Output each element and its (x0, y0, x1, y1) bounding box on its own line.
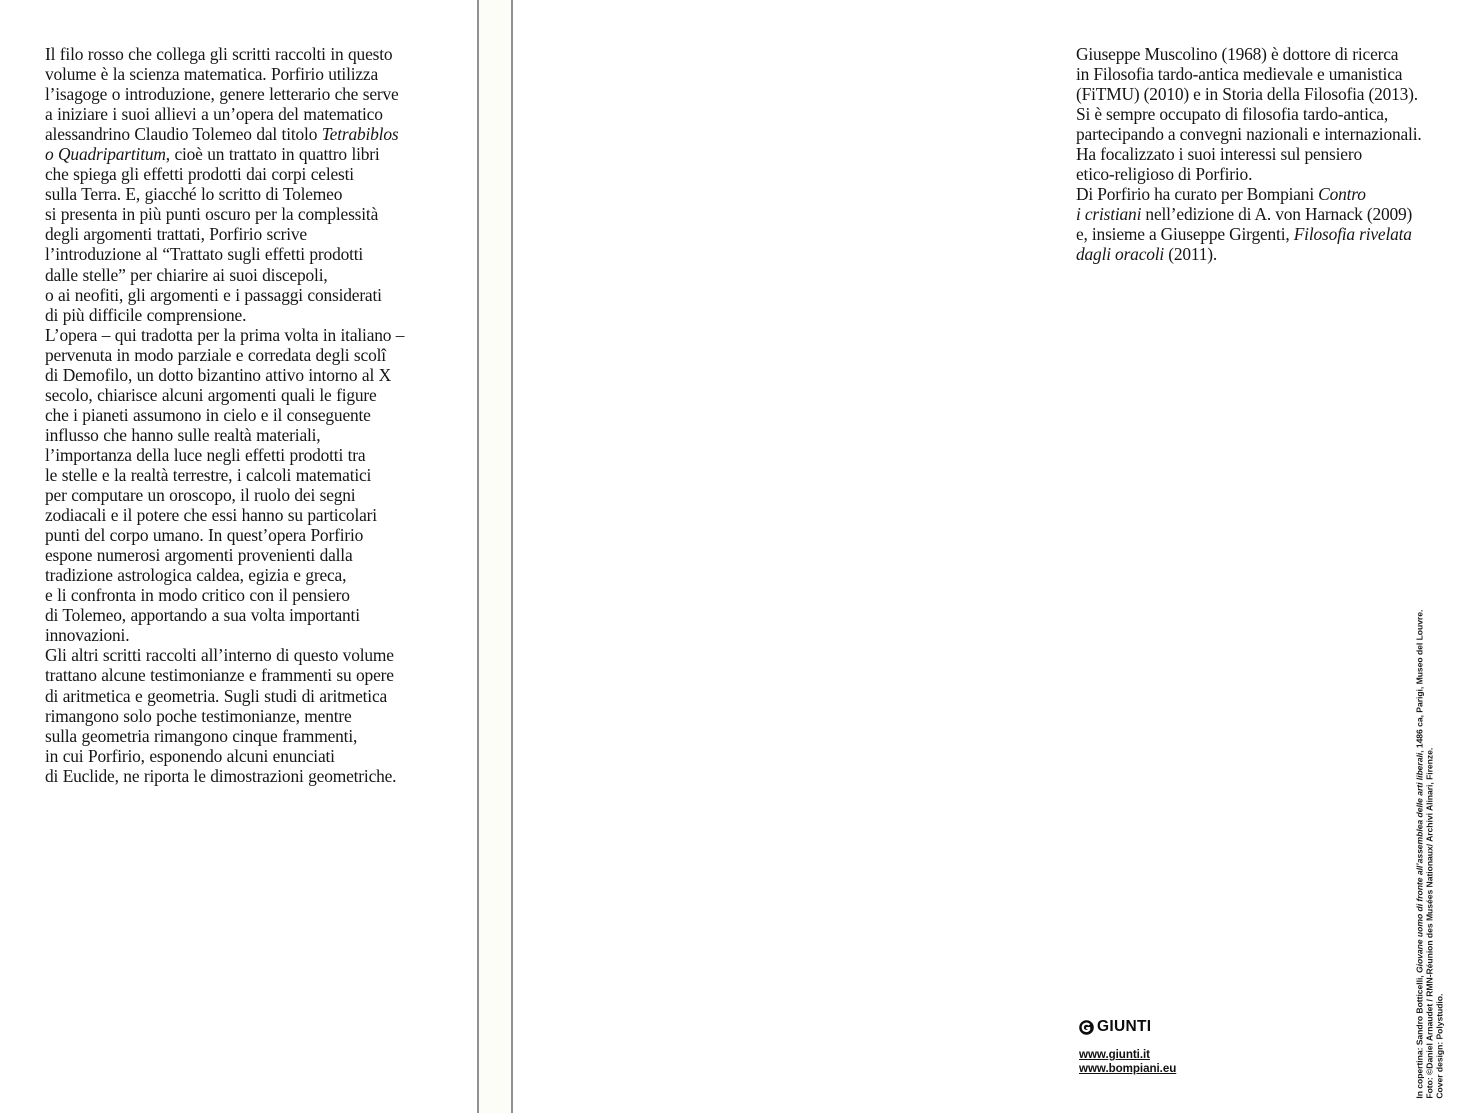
text-run: l’importanza della luce negli effetti prodotti tra (45, 444, 366, 465)
text-run: l’introduzione al “Trattato sugli effetti prodotti (45, 244, 364, 265)
text-line (1414, 539, 1424, 1099)
spine-strip (477, 0, 513, 1113)
text-line (45, 706, 437, 726)
text-line (45, 425, 437, 445)
text-line (45, 766, 437, 786)
text-line (45, 164, 437, 184)
text-line (1076, 144, 1476, 164)
text-line (1076, 224, 1476, 244)
text-run: o ai neofiti, gli argomenti e i passaggi considerati (45, 284, 382, 305)
text-line (45, 485, 437, 505)
text-run: (2011). (1164, 244, 1218, 265)
text-run: di Tolemeo, apportando a sua volta importanti (45, 605, 360, 626)
text-line (1435, 539, 1445, 1099)
text-line (45, 144, 437, 164)
italic-run: Filosofia rivelata (1293, 224, 1412, 245)
text-line (45, 265, 437, 285)
text-run: influsso che hanno sulle realtà materiali, (45, 424, 321, 445)
text-line (45, 525, 437, 545)
text-run: dalle stelle” per chiarire ai suoi discepoli, (45, 264, 328, 285)
italic-run: Giovane uomo di fronte all’assemblea delle arti liberali (1414, 753, 1425, 974)
text-run: Foto: ©Daniel Arnaudet / RMN-Réunion des Musées Nationaux/ Archivi Alinari, Firenze. (1424, 748, 1435, 1099)
text-line (45, 325, 437, 345)
text-run: tradizione astrologica caldea, egizia e greca, (45, 565, 347, 586)
text-run: che i pianeti assumono in cielo e il conseguente (45, 404, 371, 425)
text-run: sulla geometria rimangono cinque frammenti, (45, 725, 358, 746)
text-run: zodiacali e il potere che essi hanno su particolari (45, 505, 377, 526)
text-run: In copertina: Sandro Botticelli, (1414, 973, 1425, 1099)
text-run: di Demofilo, un dotto bizantino attivo intorno al X (45, 364, 392, 385)
text-line (45, 224, 437, 244)
text-line (45, 686, 437, 706)
text-run: sulla Terra. E, giacché lo scritto di Tolemeo (45, 184, 343, 205)
text-line (1076, 44, 1476, 64)
text-run: Giuseppe Muscolino (1968) è dottore di ricerca (1076, 44, 1399, 64)
text-run: alessandrino Claudio Tolemeo dal titolo (45, 124, 322, 145)
text-line (1076, 64, 1476, 84)
text-line (45, 244, 437, 264)
text-line (45, 665, 437, 685)
giunti-logo (1079, 1019, 1359, 1035)
fold-rule-left (477, 0, 479, 1113)
text-run: per computare un oroscopo, il ruolo dei segni (45, 485, 356, 506)
text-line (45, 204, 437, 224)
text-line (45, 44, 437, 64)
text-run: espone numerosi argomenti provenienti dalla (45, 545, 353, 566)
back-cover-panel (0, 0, 477, 1113)
text-line (45, 465, 437, 485)
giunti-wordmark: GIUNTI (1097, 1018, 1152, 1036)
text-line (45, 365, 437, 385)
text-run: e, insieme a Giuseppe Girgenti, (1076, 224, 1294, 245)
text-line (1076, 104, 1476, 124)
text-run: degli argomenti trattati, Porfirio scrive (45, 224, 307, 245)
text-run: a iniziare i suoi allievi a un’opera del matematico (45, 104, 383, 125)
giunti-circle-g-icon (1079, 1020, 1094, 1035)
text-run: che spiega gli effetti prodotti dai corpi celesti (45, 164, 354, 185)
text-run: , 1486 ca, Parigi, Museo del Louvre. (1414, 610, 1425, 754)
text-line (45, 645, 437, 665)
text-run: di più difficile comprensione. (45, 304, 247, 325)
text-run: in cui Porfirio, esponendo alcuni enunciati (45, 745, 335, 766)
text-line (45, 104, 437, 124)
text-line (45, 565, 437, 585)
text-run: punti del corpo umano. In quest’opera Porfirio (45, 525, 364, 546)
italic-run: i cristiani (1076, 204, 1142, 225)
text-run: in Filosofia tardo-antica medievale e umanistica (1076, 64, 1403, 85)
text-line (45, 405, 437, 425)
back-cover-blurb (45, 44, 437, 786)
text-run: trattano alcune testimonianze e frammenti su opere (45, 665, 394, 686)
text-line (45, 184, 437, 204)
text-run: rimangono solo poche testimonianze, mentre (45, 705, 352, 726)
publisher-block (1079, 1019, 1359, 1077)
text-line (45, 585, 437, 605)
italic-run: Contro (1318, 184, 1366, 205)
text-run: di Euclide, ne riporta le dimostrazioni geometriche. (45, 765, 397, 786)
text-line (1076, 124, 1476, 144)
text-run: Ha focalizzato i suoi interessi sul pensiero (1076, 144, 1362, 165)
text-run: innovazioni. (45, 625, 130, 646)
text-run: Si è sempre occupato di filosofia tardo-antica, (1076, 104, 1388, 125)
text-run: (FiTMU) (2010) e in Storia della Filosofia (2013). (1076, 84, 1418, 105)
text-line (45, 505, 437, 525)
text-run: secolo, chiarisce alcuni argomenti quali le figure (45, 384, 377, 405)
text-line (1076, 84, 1476, 104)
text-line (1076, 204, 1476, 224)
author-biography (1076, 44, 1476, 265)
text-line (1076, 244, 1476, 264)
text-line (1425, 539, 1435, 1099)
text-run: nell’edizione di A. von Harnack (2009) (1141, 204, 1413, 225)
cover-image-credits (1414, 539, 1445, 1099)
text-line (45, 625, 437, 645)
text-run: le stelle e la realtà terrestre, i calcoli matematici (45, 464, 372, 485)
text-run: Cover design: Polystudio. (1434, 994, 1445, 1099)
text-run: Di Porfirio ha curato per Bompiani (1076, 184, 1319, 205)
text-line (45, 84, 437, 104)
text-line (45, 305, 437, 325)
giunti-website-link[interactable]: www.giunti.it (1079, 1047, 1150, 1061)
text-run: l’isagoge o introduzione, genere letterario che serve (45, 84, 399, 105)
italic-run: dagli oracoli (1076, 244, 1165, 265)
text-line (45, 64, 437, 84)
text-run: , cioè un trattato in quattro libri (165, 144, 380, 165)
text-line (45, 124, 437, 144)
front-flap-panel (513, 0, 1445, 1113)
text-run: partecipando a convegni nazionali e internazionali. (1076, 124, 1422, 145)
text-line (45, 726, 437, 746)
text-line (45, 385, 437, 405)
text-line (45, 285, 437, 305)
text-line (45, 445, 437, 465)
text-run: si presenta in più punti oscuro per la complessità (45, 204, 379, 225)
text-run: di aritmetica e geometria. Sugli studi di aritmetica (45, 685, 388, 706)
italic-run: o Quadripartitum (45, 144, 166, 165)
text-line (1076, 184, 1476, 204)
text-line (45, 345, 437, 365)
text-run: Il filo rosso che collega gli scritti raccolti in questo (45, 44, 393, 64)
text-run: etico-religioso di Porfirio. (1076, 164, 1253, 185)
text-run: volume è la scienza matematica. Porfirio utilizza (45, 64, 379, 85)
text-run: e li confronta in modo critico con il pensiero (45, 585, 350, 606)
text-line (45, 605, 437, 625)
bompiani-website-link[interactable]: www.bompiani.eu (1079, 1062, 1177, 1076)
text-run: pervenuta in modo parziale e corredata degli scolî (45, 344, 386, 365)
text-run: L’opera – qui tradotta per la prima volta in italiano – (45, 324, 405, 345)
italic-run: Tetrabiblos (321, 124, 399, 145)
text-line (45, 746, 437, 766)
text-line (1076, 164, 1476, 184)
text-line (45, 545, 437, 565)
text-run: Gli altri scritti raccolti all’interno di questo volume (45, 645, 394, 666)
